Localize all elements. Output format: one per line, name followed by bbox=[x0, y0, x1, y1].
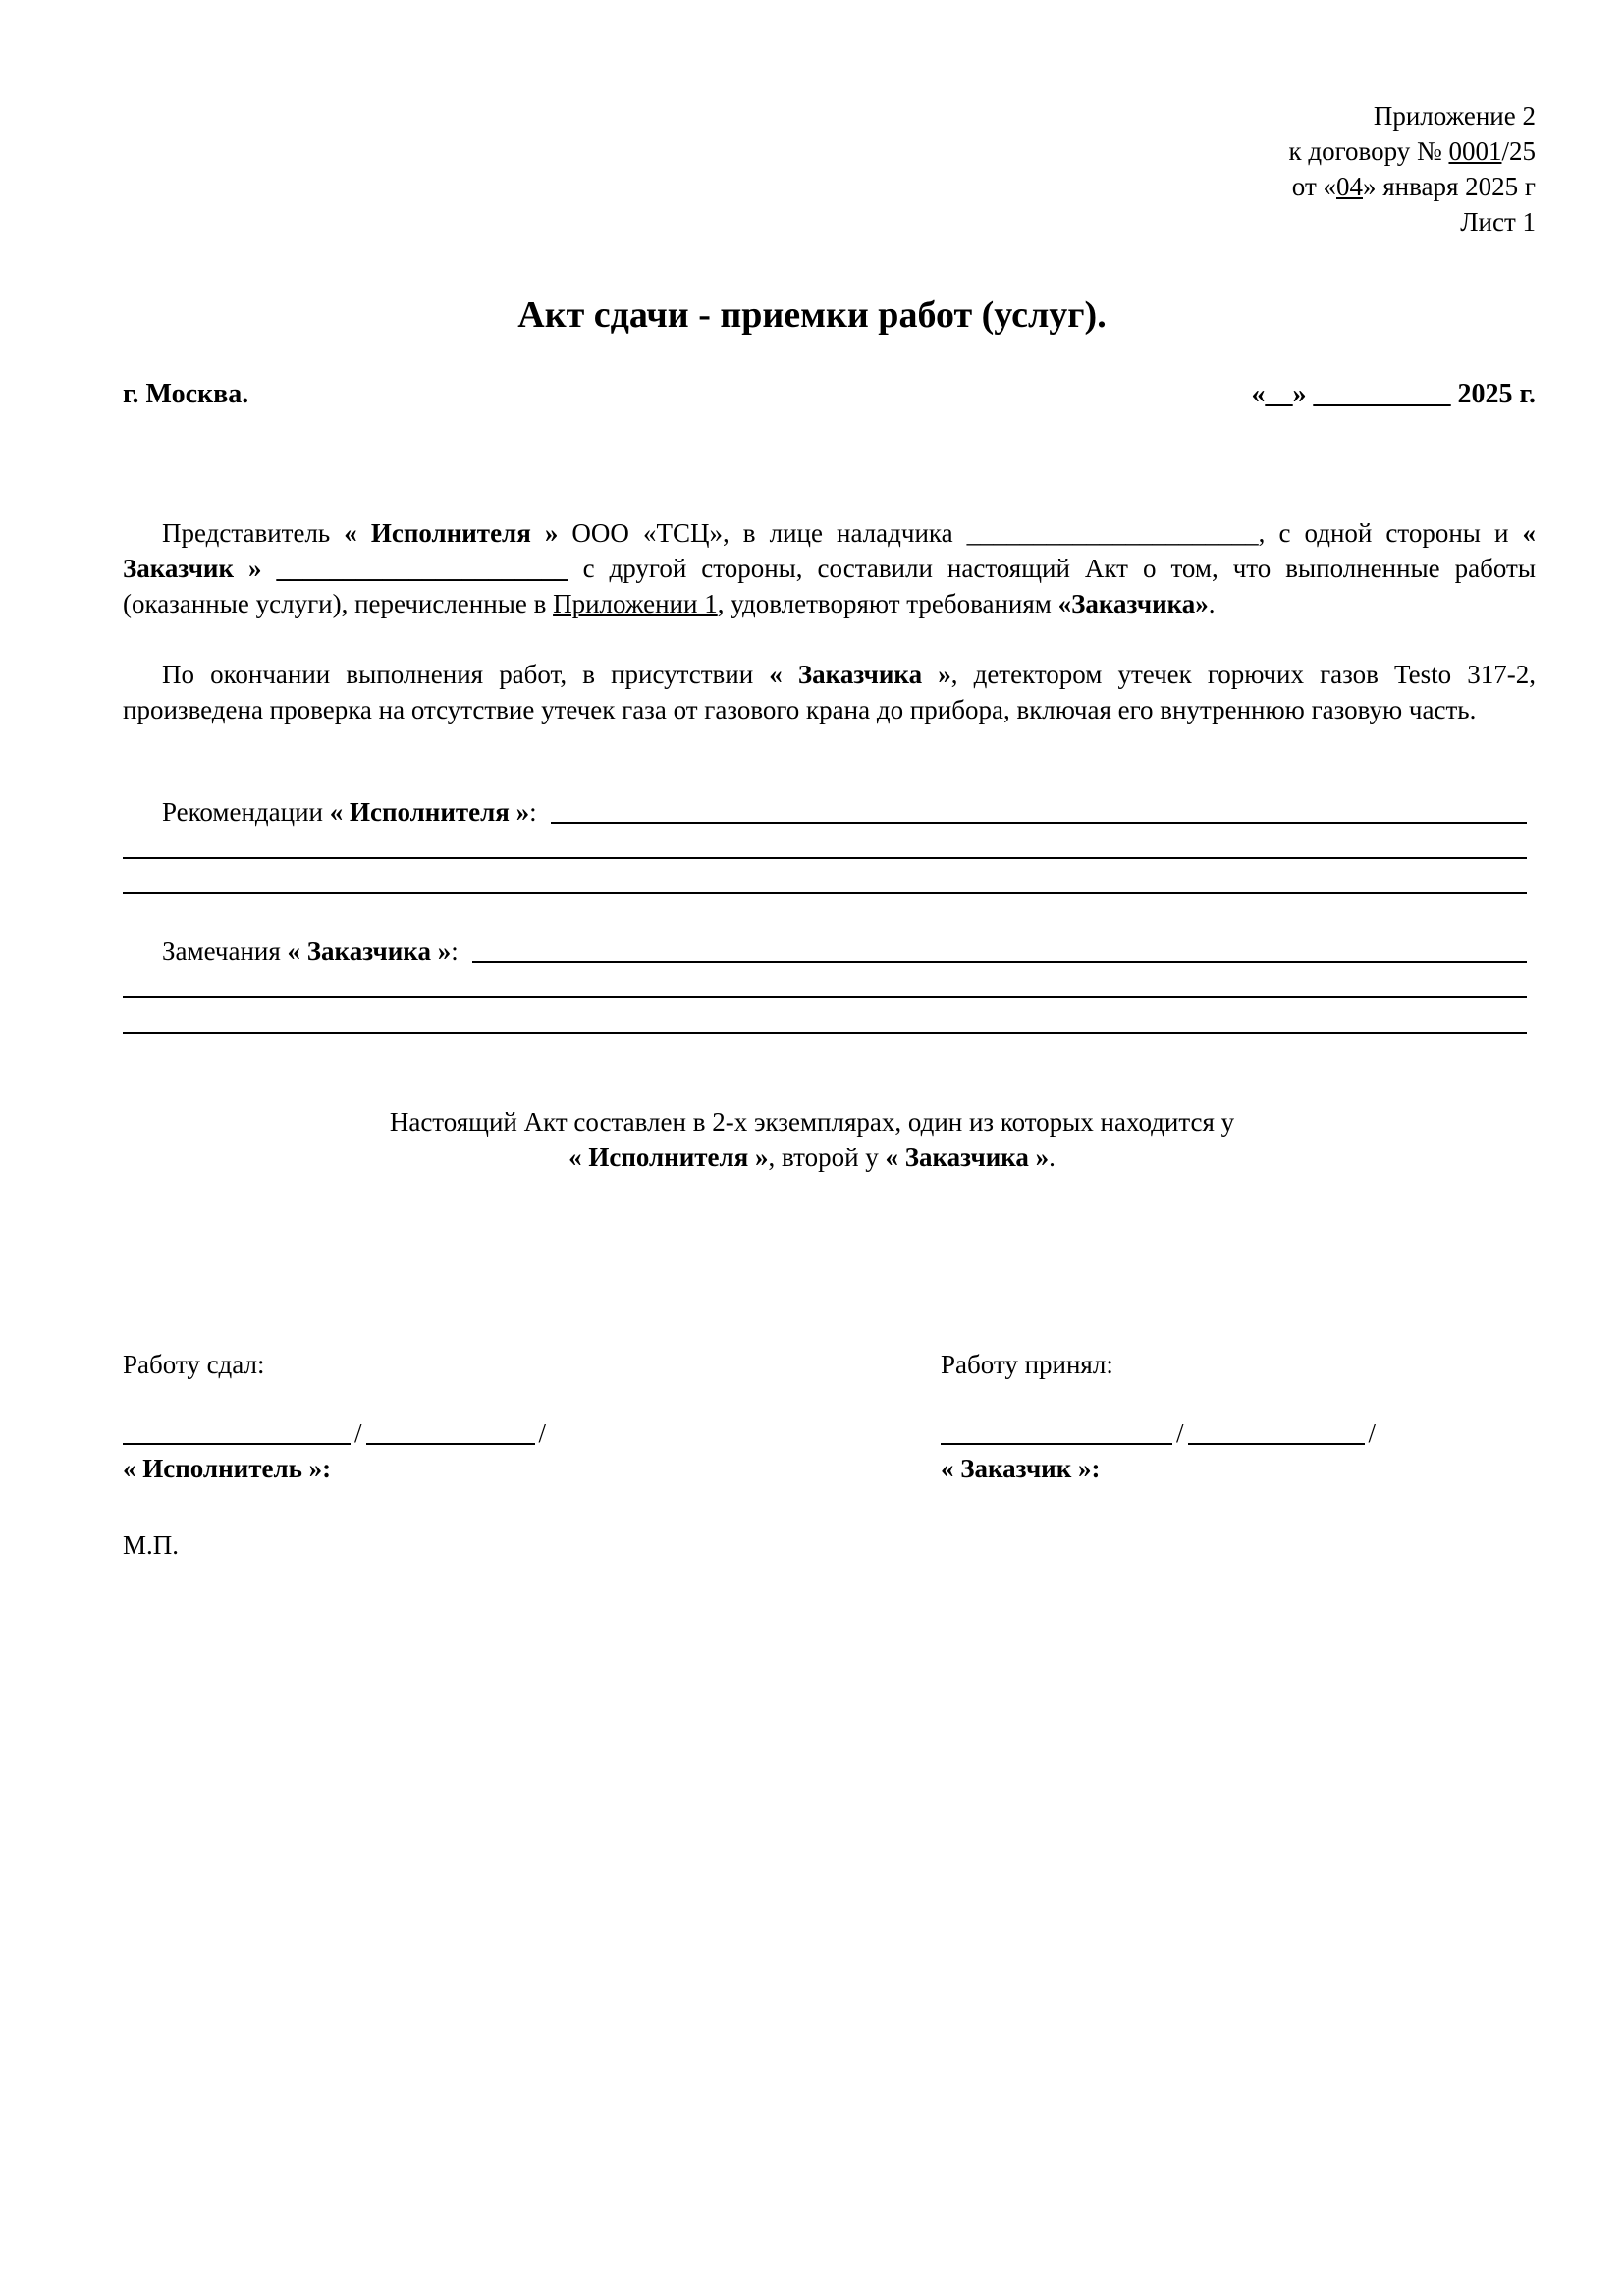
contractor-name-line[interactable] bbox=[366, 1415, 535, 1445]
remarks-field-line-2[interactable] bbox=[123, 996, 1527, 998]
contract-number: 0001 bbox=[1448, 136, 1502, 166]
contractor-signature-block: Работу сдал: / / « Исполнитель »: М.П. bbox=[123, 1347, 550, 1563]
contractor-signature-line[interactable] bbox=[123, 1415, 351, 1445]
contract-day: 04 bbox=[1336, 172, 1363, 201]
appendix-header bbox=[1289, 98, 1537, 240]
paragraph-parties: Представитель « Исполнителя » ООО «ТСЦ», в лице наладчика ______________________, с одной стороны и « Заказчик » ______________________ с другой стороны, составили настоящий Акт о том, что выполненные работы (оказанные услуги), перечисленные в Приложении 1, удовлетворяют требованиям «Заказчика». bbox=[123, 518, 1537, 618]
remarks-field-line-3[interactable] bbox=[123, 1032, 1527, 1034]
recommendations-field-line-3[interactable] bbox=[123, 892, 1527, 894]
recommendations-field-line-2[interactable] bbox=[123, 857, 1527, 859]
appendix-1-reference: Приложении 1 bbox=[553, 589, 718, 618]
remarks-label: Замечания « Заказчика »: bbox=[162, 936, 459, 966]
sheet-number: Лист 1 bbox=[1460, 207, 1536, 237]
work-accepted-label: Работу принял: bbox=[941, 1350, 1113, 1379]
city: г. Москва. bbox=[123, 379, 249, 409]
document-title: Акт сдачи - приемки работ (услуг). bbox=[517, 294, 1107, 336]
customer-name-line[interactable] bbox=[1188, 1415, 1365, 1445]
remarks-section bbox=[123, 934, 1527, 1040]
contractor-role: « Исполнитель »: bbox=[123, 1454, 332, 1483]
customer-signature-block: Работу принял: / / « Заказчик »: bbox=[941, 1347, 1380, 1486]
work-handed-over-label: Работу сдал: bbox=[123, 1350, 265, 1379]
remarks-field-line-1[interactable] bbox=[472, 934, 1527, 963]
contract-date: от «04» января 2025 г bbox=[1291, 172, 1536, 201]
paragraph-inspection: По окончании выполнения работ, в присутствии « Заказчика », детектором утечек горючих газов Testo 317-2, произведена проверка на отсутствие утечек газа от газового крана до прибора, включая его внутреннюю газовую часть. bbox=[123, 660, 1537, 724]
stamp-placeholder: М.П. bbox=[123, 1530, 180, 1560]
closing-statement: Настоящий Акт составлен в 2-х экземплярах, один из которых находится у « Исполнителя », второй у « Заказчика ». bbox=[389, 1107, 1235, 1172]
contract-reference: к договору № 0001/25 bbox=[1288, 136, 1536, 166]
appendix-number: Приложение 2 bbox=[1373, 101, 1536, 131]
customer-role: « Заказчик »: bbox=[941, 1454, 1101, 1483]
recommendations-label: Рекомендации « Исполнителя »: bbox=[162, 797, 537, 827]
recommendations-field-line-1[interactable] bbox=[551, 794, 1527, 824]
recommendations-section bbox=[123, 794, 1527, 900]
customer-signature-line[interactable] bbox=[941, 1415, 1172, 1445]
act-date: «__» __________ 2025 г. bbox=[1251, 379, 1536, 409]
